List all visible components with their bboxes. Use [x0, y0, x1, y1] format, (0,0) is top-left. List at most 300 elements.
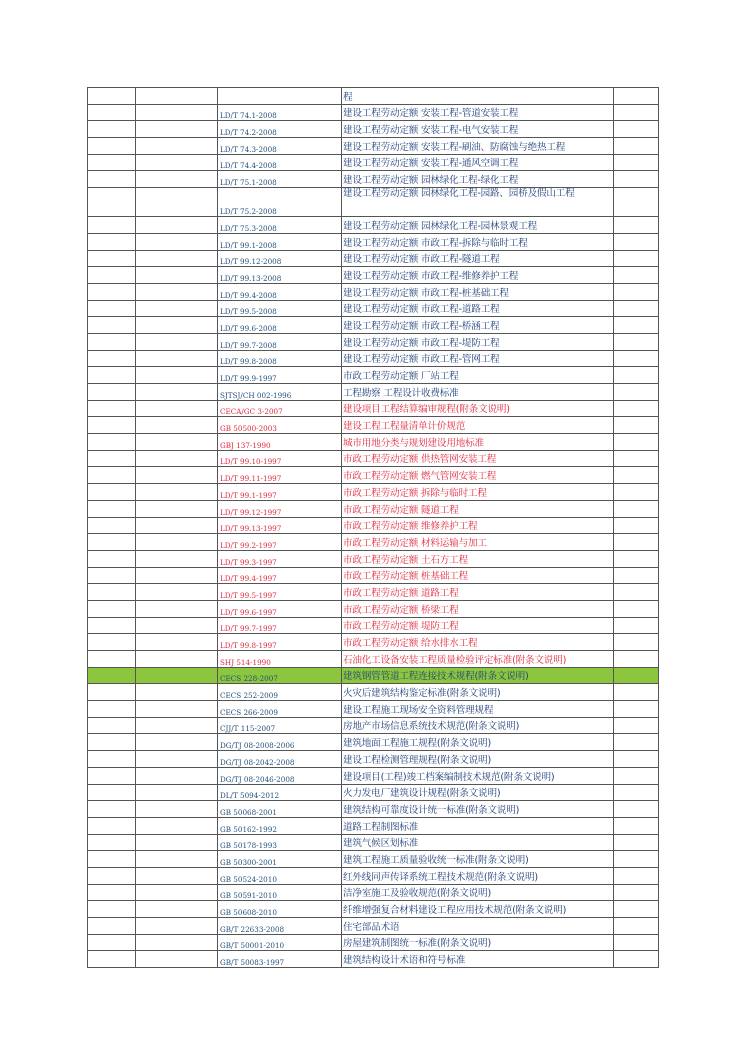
table-row [88, 333, 659, 350]
standard-title: 市政工程劳动定额 隧道工程 [342, 500, 614, 517]
blank-cell [88, 817, 136, 834]
blank-cell [614, 550, 659, 567]
blank-cell [614, 300, 659, 317]
table-row [88, 300, 659, 317]
table-row [88, 584, 659, 601]
table-row [88, 217, 659, 234]
blank-cell [136, 500, 218, 517]
blank-cell [614, 188, 659, 217]
blank-cell [88, 88, 136, 105]
table-row [88, 767, 659, 784]
standard-code: LD/T 99.7-2008 [218, 333, 342, 350]
standard-code: CJJ/T 115-2007 [218, 717, 342, 734]
blank-cell [614, 651, 659, 668]
blank-cell [88, 467, 136, 484]
table-row [88, 121, 659, 138]
blank-cell [88, 667, 136, 684]
standard-title: 道路工程制图标准 [342, 817, 614, 834]
standard-code: LD/T 99.8-2008 [218, 350, 342, 367]
blank-cell [614, 267, 659, 284]
standard-title: 建设工程劳动定额 市政工程-堤防工程 [342, 333, 614, 350]
blank-cell [136, 138, 218, 155]
table-row [88, 250, 659, 267]
blank-cell [614, 701, 659, 718]
table-row [88, 484, 659, 501]
blank-cell [136, 851, 218, 868]
blank-cell [88, 267, 136, 284]
blank-cell [88, 171, 136, 188]
blank-cell [88, 400, 136, 417]
standard-code: CECA/GC 3-2007 [218, 400, 342, 417]
standard-title: 建设工程劳动定额 园林绿化工程-绿化工程 [342, 171, 614, 188]
standards-table [87, 87, 659, 968]
continuation-text: 程 [342, 88, 614, 105]
standard-code: LD/T 99.9-1997 [218, 367, 342, 384]
table-row [88, 751, 659, 768]
blank-cell [614, 534, 659, 551]
standard-code: LD/T 74.3-2008 [218, 138, 342, 155]
blank-cell [136, 300, 218, 317]
standard-code: LD/T 75.3-2008 [218, 217, 342, 234]
standard-code: LD/T 74.4-2008 [218, 154, 342, 171]
standard-title: 建设工程劳动定额 市政工程-桩基础工程 [342, 283, 614, 300]
blank-cell [614, 88, 659, 105]
blank-cell [88, 333, 136, 350]
table-row [88, 701, 659, 718]
standard-code: LD/T 74.2-2008 [218, 121, 342, 138]
table-row [88, 154, 659, 171]
blank-cell [614, 500, 659, 517]
table-row [88, 867, 659, 884]
blank-cell [88, 233, 136, 250]
table-row [88, 684, 659, 701]
standard-code: LD/T 99.6-1997 [218, 600, 342, 617]
blank-cell [136, 801, 218, 818]
blank-cell [136, 367, 218, 384]
blank-cell [136, 884, 218, 901]
standard-title: 建筑钢管管道工程连接技术规程(附条文说明) [342, 667, 614, 684]
standard-title: 市政工程劳动定额 拆除与临时工程 [342, 484, 614, 501]
table-row [88, 918, 659, 935]
blank-cell [88, 188, 136, 217]
blank-cell [614, 434, 659, 451]
standard-title: 建设工程劳动定额 市政工程-管网工程 [342, 350, 614, 367]
blank-cell [136, 188, 218, 217]
blank-cell [136, 934, 218, 951]
standard-code: SJTSJ/CH 002-1996 [218, 384, 342, 401]
blank-cell [88, 500, 136, 517]
blank-cell [136, 651, 218, 668]
blank-cell [136, 417, 218, 434]
blank-cell [88, 104, 136, 121]
blank-cell [614, 918, 659, 935]
standard-title: 火灾后建筑结构鉴定标准(附条文说明) [342, 684, 614, 701]
table-row [88, 817, 659, 834]
blank-cell [136, 434, 218, 451]
blank-cell [614, 333, 659, 350]
blank-cell [614, 517, 659, 534]
blank-cell [614, 233, 659, 250]
standard-title: 工程勘察 工程设计收费标准 [342, 384, 614, 401]
blank-cell [614, 600, 659, 617]
standard-title: 洁净室施工及验收规范(附条文说明) [342, 884, 614, 901]
table-row [88, 834, 659, 851]
blank-cell [88, 550, 136, 567]
standard-code: GB 50608-2010 [218, 901, 342, 918]
standard-code: LD/T 99.13-1997 [218, 517, 342, 534]
standard-code: GB 50178-1993 [218, 834, 342, 851]
standard-code: LD/T 99.4-2008 [218, 283, 342, 300]
blank-cell [88, 767, 136, 784]
blank-cell [88, 951, 136, 968]
blank-cell [136, 701, 218, 718]
standard-code: LD/T 99.11-1997 [218, 467, 342, 484]
blank-cell [88, 250, 136, 267]
standard-title: 建筑工程施工质量验收统一标准(附条文说明) [342, 851, 614, 868]
standard-title: 火力发电厂建筑设计规程(附条文说明) [342, 784, 614, 801]
blank-cell [88, 434, 136, 451]
standard-code: CECS 228-2007 [218, 667, 342, 684]
blank-cell [136, 467, 218, 484]
blank-cell [614, 634, 659, 651]
blank-cell [614, 467, 659, 484]
standard-title: 市政工程劳动定额 厂站工程 [342, 367, 614, 384]
table-row [88, 367, 659, 384]
blank-cell [88, 567, 136, 584]
standard-title: 建设工程劳动定额 安装工程-电气安装工程 [342, 121, 614, 138]
blank-cell [88, 784, 136, 801]
table-row [88, 350, 659, 367]
blank-cell [614, 217, 659, 234]
table-row [88, 784, 659, 801]
table-row [88, 500, 659, 517]
blank-cell [88, 367, 136, 384]
blank-cell [88, 350, 136, 367]
blank-cell [614, 734, 659, 751]
standard-title: 建设工程劳动定额 园林绿化工程-园路、园桥及假山工程 [342, 188, 614, 217]
blank-cell [614, 384, 659, 401]
standard-title: 建设工程劳动定额 安装工程-通风空调工程 [342, 154, 614, 171]
standard-code [218, 88, 342, 105]
table-row [88, 434, 659, 451]
standard-code: LD/T 99.2-1997 [218, 534, 342, 551]
table-row [88, 951, 659, 968]
blank-cell [88, 138, 136, 155]
blank-cell [88, 867, 136, 884]
blank-cell [136, 217, 218, 234]
standard-title: 建设工程施工现场安全资料管理规程 [342, 701, 614, 718]
table-row [88, 634, 659, 651]
standard-title: 建设工程劳动定额 市政工程-隧道工程 [342, 250, 614, 267]
blank-cell [136, 918, 218, 935]
table-row [88, 517, 659, 534]
standard-code: DL/T 5094-2012 [218, 784, 342, 801]
standard-code: GB 50524-2010 [218, 867, 342, 884]
blank-cell [136, 584, 218, 601]
blank-cell [88, 300, 136, 317]
blank-cell [614, 417, 659, 434]
table-row [88, 171, 659, 188]
blank-cell [88, 534, 136, 551]
blank-cell [136, 751, 218, 768]
blank-cell [136, 384, 218, 401]
standard-code: LD/T 99.8-1997 [218, 634, 342, 651]
blank-cell [136, 233, 218, 250]
table-row [88, 801, 659, 818]
table-row [88, 717, 659, 734]
standard-code: SHJ 514-1990 [218, 651, 342, 668]
standard-code: GB 50068-2001 [218, 801, 342, 818]
blank-cell [88, 584, 136, 601]
blank-cell [88, 417, 136, 434]
standard-title: 住宅部品术语 [342, 918, 614, 935]
standard-title: 市政工程劳动定额 材料运输与加工 [342, 534, 614, 551]
blank-cell [136, 534, 218, 551]
blank-cell [614, 400, 659, 417]
blank-cell [614, 283, 659, 300]
continuation-row [88, 88, 659, 105]
standard-title: 市政工程劳动定额 给水排水工程 [342, 634, 614, 651]
blank-cell [136, 634, 218, 651]
blank-cell [88, 634, 136, 651]
blank-cell [88, 121, 136, 138]
blank-cell [136, 88, 218, 105]
blank-cell [136, 104, 218, 121]
blank-cell [136, 154, 218, 171]
standard-title: 市政工程劳动定额 道路工程 [342, 584, 614, 601]
blank-cell [136, 817, 218, 834]
standard-code: GB 50162-1992 [218, 817, 342, 834]
table-row [88, 467, 659, 484]
standard-title: 市政工程劳动定额 堤防工程 [342, 617, 614, 634]
blank-cell [614, 717, 659, 734]
standard-code: LD/T 75.1-2008 [218, 171, 342, 188]
blank-cell [136, 951, 218, 968]
table-row [88, 901, 659, 918]
standard-code: LD/T 99.7-1997 [218, 617, 342, 634]
standard-title: 建设工程劳动定额 市政工程-维修养护工程 [342, 267, 614, 284]
blank-cell [614, 250, 659, 267]
standard-title: 纤维增强复合材料建设工程应用技术规范(附条文说明) [342, 901, 614, 918]
blank-cell [88, 283, 136, 300]
standard-code: DG/TJ 08-2008-2006 [218, 734, 342, 751]
blank-cell [136, 600, 218, 617]
standard-code: GB/T 50083-1997 [218, 951, 342, 968]
blank-cell [136, 667, 218, 684]
blank-cell [614, 617, 659, 634]
blank-cell [614, 317, 659, 334]
table-row [88, 534, 659, 551]
standard-title: 市政工程劳动定额 燃气管网安装工程 [342, 467, 614, 484]
table-row [88, 884, 659, 901]
blank-cell [88, 484, 136, 501]
blank-cell [136, 717, 218, 734]
blank-cell [136, 550, 218, 567]
blank-cell [136, 767, 218, 784]
blank-cell [136, 901, 218, 918]
blank-cell [614, 121, 659, 138]
blank-cell [88, 918, 136, 935]
standard-code: GBJ 137-1990 [218, 434, 342, 451]
blank-cell [88, 517, 136, 534]
standard-code: LD/T 75.2-2008 [218, 188, 342, 217]
table-row [88, 450, 659, 467]
blank-cell [136, 784, 218, 801]
table-row [88, 400, 659, 417]
blank-cell [136, 517, 218, 534]
standard-code: CECS 266-2009 [218, 701, 342, 718]
blank-cell [136, 484, 218, 501]
blank-cell [136, 171, 218, 188]
blank-cell [136, 834, 218, 851]
blank-cell [614, 584, 659, 601]
blank-cell [88, 600, 136, 617]
standard-title: 房屋建筑制图统一标准(附条文说明) [342, 934, 614, 951]
blank-cell [136, 267, 218, 284]
standard-title: 建筑结构可靠度设计统一标准(附条文说明) [342, 801, 614, 818]
blank-cell [88, 450, 136, 467]
standard-code: LD/T 99.13-2008 [218, 267, 342, 284]
standard-title: 红外线同声传译系统工程技术规范(附条文说明) [342, 867, 614, 884]
blank-cell [136, 333, 218, 350]
table-row [88, 617, 659, 634]
standard-title: 建筑结构设计术语和符号标准 [342, 951, 614, 968]
standard-title: 建设项目工程结算编审规程(附条文说明) [342, 400, 614, 417]
standard-code: LD/T 99.6-2008 [218, 317, 342, 334]
blank-cell [88, 834, 136, 851]
blank-cell [614, 367, 659, 384]
table-row [88, 233, 659, 250]
blank-cell [88, 701, 136, 718]
standard-code: LD/T 99.4-1997 [218, 567, 342, 584]
standard-title: 建筑气候区划标准 [342, 834, 614, 851]
blank-cell [88, 617, 136, 634]
table-row [88, 317, 659, 334]
blank-cell [88, 384, 136, 401]
blank-cell [614, 767, 659, 784]
standard-code: LD/T 74.1-2008 [218, 104, 342, 121]
standard-title: 建筑地面工程施工规程(附条文说明) [342, 734, 614, 751]
table-row [88, 384, 659, 401]
blank-cell [136, 867, 218, 884]
standard-title: 建设工程劳动定额 园林绿化工程-园林景观工程 [342, 217, 614, 234]
blank-cell [88, 751, 136, 768]
table-row [88, 104, 659, 121]
blank-cell [88, 651, 136, 668]
standard-code: LD/T 99.12-1997 [218, 500, 342, 517]
blank-cell [136, 121, 218, 138]
table-row [88, 600, 659, 617]
blank-cell [136, 400, 218, 417]
standard-title: 建设工程劳动定额 市政工程-拆除与临时工程 [342, 233, 614, 250]
table-row [88, 567, 659, 584]
blank-cell [614, 138, 659, 155]
standard-code: LD/T 99.3-1997 [218, 550, 342, 567]
blank-cell [614, 801, 659, 818]
table-row [88, 667, 659, 684]
blank-cell [136, 684, 218, 701]
blank-cell [614, 817, 659, 834]
blank-cell [614, 867, 659, 884]
blank-cell [614, 834, 659, 851]
standard-title: 建设工程劳动定额 安装工程-管道安装工程 [342, 104, 614, 121]
blank-cell [614, 567, 659, 584]
blank-cell [614, 104, 659, 121]
blank-cell [614, 350, 659, 367]
standards-table-body [88, 88, 659, 968]
blank-cell [88, 217, 136, 234]
standard-code: LD/T 99.5-1997 [218, 584, 342, 601]
standard-code: LD/T 99.5-2008 [218, 300, 342, 317]
standard-code: DG/TJ 08-2042-2008 [218, 751, 342, 768]
blank-cell [88, 851, 136, 868]
standard-title: 建设工程工程量清单计价规范 [342, 417, 614, 434]
standard-code: LD/T 99.12-2008 [218, 250, 342, 267]
table-row [88, 550, 659, 567]
standard-code: DG/TJ 08-2046-2008 [218, 767, 342, 784]
standard-title: 市政工程劳动定额 土石方工程 [342, 550, 614, 567]
table-row [88, 734, 659, 751]
blank-cell [614, 851, 659, 868]
standard-title: 建设工程检测管理规程(附条文说明) [342, 751, 614, 768]
blank-cell [614, 450, 659, 467]
standard-code: GB/T 50001-2010 [218, 934, 342, 951]
standard-title: 建设工程劳动定额 市政工程-道路工程 [342, 300, 614, 317]
blank-cell [88, 884, 136, 901]
blank-cell [614, 751, 659, 768]
blank-cell [614, 154, 659, 171]
blank-cell [614, 951, 659, 968]
blank-cell [88, 154, 136, 171]
blank-cell [88, 317, 136, 334]
standard-title: 城市用地分类与规划建设用地标准 [342, 434, 614, 451]
standard-title: 房地产市场信息系统技术规范(附条文说明) [342, 717, 614, 734]
standard-title: 市政工程劳动定额 桩基础工程 [342, 567, 614, 584]
standard-code: LD/T 99.10-1997 [218, 450, 342, 467]
standard-title: 市政工程劳动定额 桥梁工程 [342, 600, 614, 617]
table-row [88, 651, 659, 668]
standard-code: CECS 252-2009 [218, 684, 342, 701]
blank-cell [136, 350, 218, 367]
blank-cell [614, 667, 659, 684]
standard-code: LD/T 99.1-2008 [218, 233, 342, 250]
blank-cell [136, 317, 218, 334]
table-row [88, 283, 659, 300]
blank-cell [614, 484, 659, 501]
blank-cell [614, 784, 659, 801]
standard-title: 建设工程劳动定额 市政工程-桥涵工程 [342, 317, 614, 334]
standard-code: GB 50300-2001 [218, 851, 342, 868]
blank-cell [136, 734, 218, 751]
table-row [88, 851, 659, 868]
blank-cell [614, 884, 659, 901]
blank-cell [88, 684, 136, 701]
blank-cell [136, 617, 218, 634]
table-row [88, 267, 659, 284]
blank-cell [136, 567, 218, 584]
table-row [88, 934, 659, 951]
standard-title: 建设工程劳动定额 安装工程-刷油、防腐蚀与绝热工程 [342, 138, 614, 155]
table-row [88, 188, 659, 217]
blank-cell [614, 934, 659, 951]
blank-cell [614, 684, 659, 701]
blank-cell [88, 717, 136, 734]
table-row [88, 138, 659, 155]
standard-title: 市政工程劳动定额 供热管网安装工程 [342, 450, 614, 467]
blank-cell [88, 934, 136, 951]
standard-code: LD/T 99.1-1997 [218, 484, 342, 501]
blank-cell [136, 283, 218, 300]
